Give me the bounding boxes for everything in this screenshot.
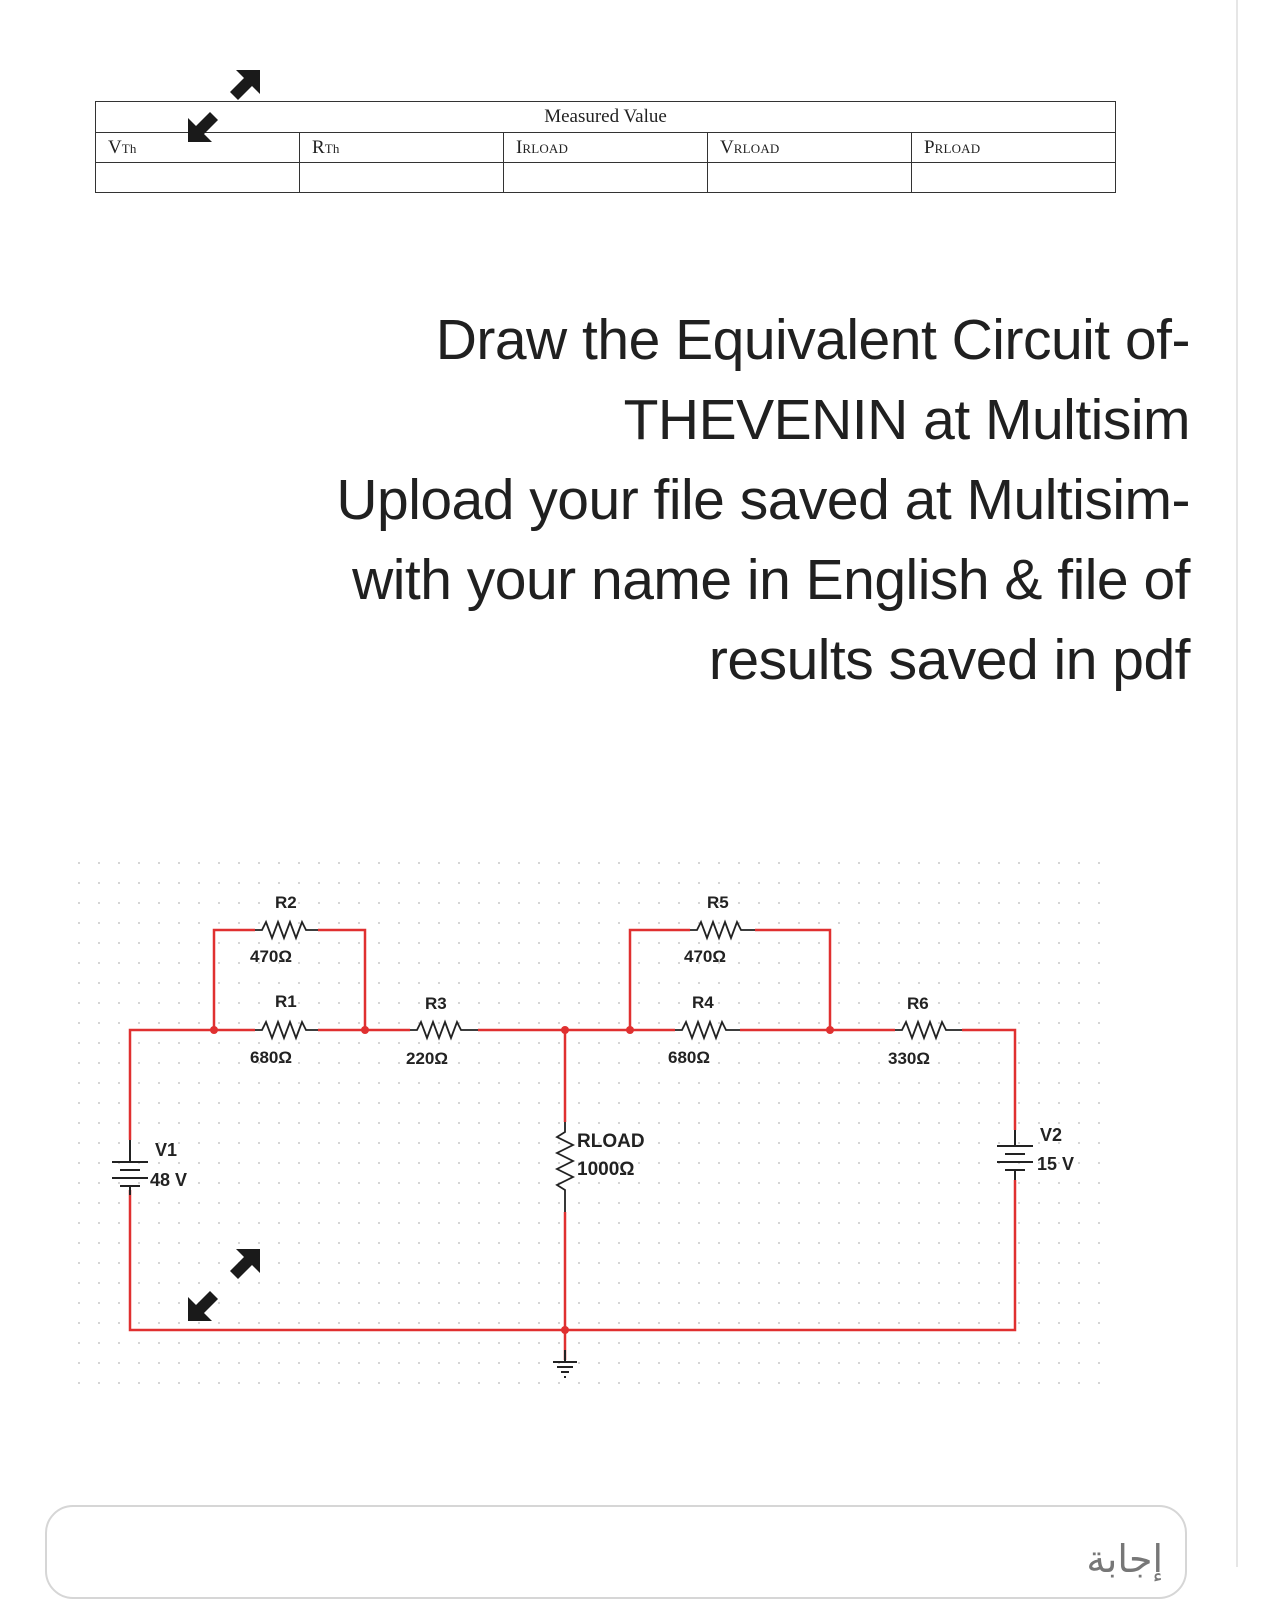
r2-label: R2 xyxy=(275,893,297,912)
r5-value: 470Ω xyxy=(684,947,726,966)
instruction-line: with your name in English & file of xyxy=(352,548,1190,612)
r3-label: R3 xyxy=(425,994,447,1013)
instruction-line: Draw the Equivalent Circuit of- xyxy=(435,308,1190,372)
instruction-line: Upload your file saved at Multisim- xyxy=(336,468,1190,532)
header-irload: IRLOAD xyxy=(504,133,708,163)
instructions-text xyxy=(150,300,1190,700)
table-value-row xyxy=(96,163,1116,193)
r5-label: R5 xyxy=(707,893,729,912)
v1-value: 48 V xyxy=(150,1170,188,1190)
value-vrload xyxy=(708,163,912,193)
circuit-schematic[interactable] xyxy=(0,850,1130,1390)
value-prload xyxy=(912,163,1116,193)
answer-input[interactable] xyxy=(45,1505,1187,1599)
value-irload xyxy=(504,163,708,193)
rload-label: RLOAD xyxy=(577,1131,645,1152)
header-prload: PRLOAD xyxy=(912,133,1116,163)
expand-arrows-icon[interactable] xyxy=(184,1245,264,1325)
instruction-line: THEVENIN at Multisim xyxy=(623,388,1190,452)
v2-value: 15 V xyxy=(1037,1154,1075,1174)
r6-value: 330Ω xyxy=(888,1049,930,1068)
rload-value: 1000Ω xyxy=(577,1159,635,1180)
r3-value: 220Ω xyxy=(406,1049,448,1068)
answer-placeholder: إجابة xyxy=(1086,1537,1163,1581)
header-vrload: VRLOAD xyxy=(708,133,912,163)
expand-arrows-icon[interactable] xyxy=(184,66,264,146)
value-rth xyxy=(300,163,504,193)
r2-value: 470Ω xyxy=(250,947,292,966)
r4-value: 680Ω xyxy=(668,1048,710,1067)
r1-label: R1 xyxy=(275,992,297,1011)
table-caption: Measured Value xyxy=(96,102,1116,133)
header-rth: RTh xyxy=(300,133,504,163)
r1-value: 680Ω xyxy=(250,1048,292,1067)
r6-label: R6 xyxy=(907,994,929,1013)
v1-label: V1 xyxy=(155,1140,178,1160)
header-vth: VTh xyxy=(96,133,300,163)
r4-label: R4 xyxy=(692,993,714,1012)
page-edge-divider xyxy=(1236,0,1238,1567)
v2-label: V2 xyxy=(1040,1125,1063,1145)
instruction-line: results saved in pdf xyxy=(708,628,1190,692)
value-vth xyxy=(96,163,300,193)
